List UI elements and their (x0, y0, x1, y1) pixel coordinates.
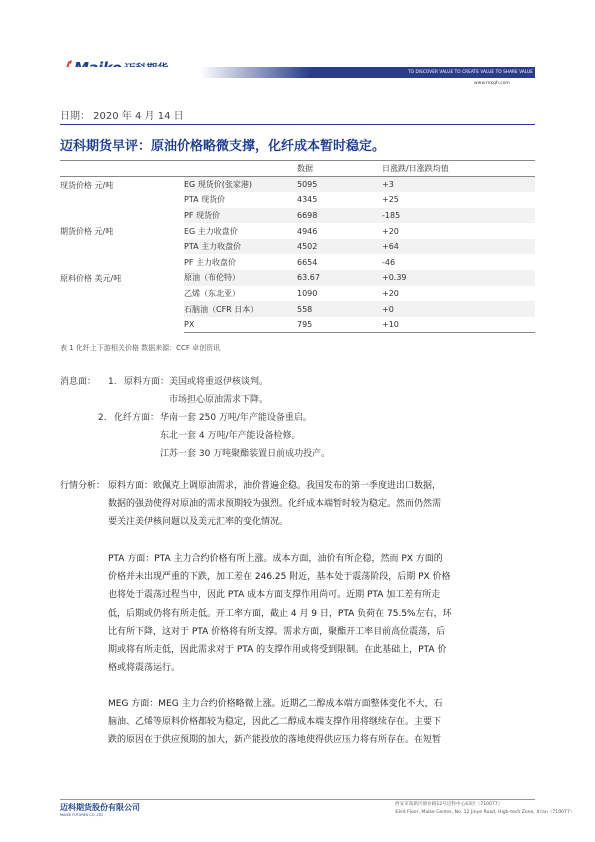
row-change: +25 (382, 195, 399, 205)
row-change: -185 (382, 208, 535, 224)
news-item-line: 华南一套 250 万吨/年产能设备重启。 (160, 413, 312, 423)
page-header (0, 0, 595, 100)
header-website: www.mkqh.com (474, 81, 510, 86)
row-name: PTA 现货价 (184, 195, 226, 205)
report-date: 日期： 2020 年 4 月 14 日 (60, 111, 184, 122)
row-value: 4946 (297, 226, 318, 236)
row-change: +0.39 (382, 270, 535, 286)
table-header-cell (184, 161, 297, 177)
paragraph-line: 要关注美伊核问题以及美元汇率的变化情况。 (108, 517, 289, 528)
analysis-label: 行情分析： (60, 481, 106, 491)
table-header-value: 数据 (297, 161, 382, 177)
table-row (60, 223, 535, 239)
row-name: PTA 主力收盘价 (184, 239, 297, 255)
news-item-line: 美国或将重返伊核谈判。 (169, 377, 269, 387)
row-value: 1090 (297, 288, 318, 298)
row-name: PF 主力收盘价 (184, 257, 236, 267)
row-name: EG 现货价(张家港) (184, 177, 297, 193)
table-row (60, 270, 535, 286)
row-value: 795 (297, 317, 382, 333)
footer-company (60, 802, 140, 817)
group-label: 原料价格 美元/吨 (60, 274, 122, 284)
footer-address (395, 801, 574, 817)
row-value: 63.67 (297, 270, 382, 286)
row-name: 石脑油（CFR 日本） (184, 301, 297, 317)
row-value: 5095 (297, 177, 382, 193)
row-name: EG 主力收盘价 (184, 226, 238, 236)
news-label: 消息面： (60, 377, 97, 387)
table-header-cell (60, 161, 184, 177)
row-change: +20 (382, 226, 399, 236)
footer-divider (60, 799, 535, 800)
row-change: +3 (382, 177, 535, 193)
row-name: PX (184, 317, 297, 333)
news-item-line: 市场担心原油需求下降。 (169, 395, 269, 405)
page-title: 迈科期货早评：原油价格略微支撑，化纤成本暂时稳定。 (60, 139, 386, 154)
header-slogan: TO DISCOVER VALUE TO CREATE VALUE TO SHARE VALUE (408, 69, 534, 74)
paragraph-line: 也将处于震荡过程当中，因此 PTA 成本方面支撑作用尚可。近期 PTA 加工差有所走 (108, 590, 441, 601)
analysis-paragraph-meg (108, 695, 535, 750)
row-value: 4502 (297, 239, 382, 255)
news-item-line: 江苏一套 30 万吨聚酯装置日前成功投产。 (160, 449, 331, 459)
row-name: PF 现货价 (184, 208, 297, 224)
paragraph-line: PTA 方面：PTA 主力合约价格有所上涨。成本方面，油价有所企稳，然而 PX 方面的 (108, 554, 443, 564)
analysis-paragraph-raw-material (108, 477, 535, 532)
paragraph-line: 低，后期或仍将有所走低。开工率方面，截止 4 月 9 日，PTA 负荷在 75.5%左右，环 (108, 608, 452, 619)
row-value: 4345 (297, 195, 318, 205)
paragraph-line: 格或将震荡运行。 (108, 663, 181, 674)
paragraph-line: 原料方面：欧佩克上调原油需求，油价普遍企稳。我国发布的第一季度进出口数据， (108, 481, 442, 491)
row-name: 乙烯（东北亚） (184, 288, 240, 298)
footer-company-en: MAIKE FUTURES CO.,LTD (60, 813, 103, 817)
table-row (60, 177, 535, 193)
paragraph-line: 价格并未出现严重的下跌，加工差在 246.25 附近，基本处于震荡阶段，后期 PX 价格 (108, 572, 451, 583)
paragraph-line: MEG 方面：MEG 主力合约价格略微上涨。近期乙二醇成本端方面整体变化不大，石 (108, 699, 443, 709)
paragraph-line: 期或将有所走低，因此需求对于 PTA 的支撑作用或将受到限制。在此基础上，PTA 价 (108, 645, 447, 656)
date-divider (60, 124, 535, 125)
table-header-change: 日涨跌/日涨跌均值 (382, 161, 535, 177)
row-value: 6654 (297, 257, 318, 267)
news-item-topic: 原料方面： (124, 377, 170, 387)
row-value: 558 (297, 301, 382, 317)
footer-company-cn: 迈科期货股份有限公司 (60, 803, 140, 812)
header-band-fade (200, 67, 310, 78)
footer-address-cn: 西安市高新区锦业路12号迈科中心43层（710077） (395, 802, 503, 807)
row-change: -46 (382, 257, 396, 267)
paragraph-line: 脑油、乙烯等原料价格都较为稳定，因此乙二醇成本端支撑作用将继续存在。主要下 (108, 717, 442, 728)
row-change: +64 (382, 239, 535, 255)
row-value: 6698 (297, 208, 382, 224)
news-item-topic: 化纤方面： (114, 413, 160, 423)
group-label: 期货价格 元/吨 (60, 227, 114, 237)
news-item-line: 东北一套 4 万吨/年产能设备检修。 (160, 431, 301, 441)
analysis-paragraph-pta (108, 550, 535, 677)
news-item-num: 1. (108, 377, 117, 387)
header-band-light (60, 67, 210, 78)
price-table (60, 160, 535, 333)
news-item-num: 2. (98, 413, 107, 423)
table-header-row (60, 161, 535, 177)
paragraph-line: 跌的原因在于供应预期的加大，新产能投放的落地使得供应压力将有所存在。在短暂 (108, 735, 442, 746)
table-caption: 表 1 化纤上下游相关价格 数据来源：CCF 卓创资讯 (60, 344, 221, 352)
footer-address-en: 43rd Floor, Maike Center, No. 12 Jinye Road, High-tech Zone, Xi'an（710077） (395, 810, 575, 815)
row-change: +20 (382, 288, 399, 298)
row-name: 原油（布伦特） (184, 270, 297, 286)
row-change: +10 (382, 317, 535, 333)
paragraph-line: 比有所下降，这对于 PTA 价格将有所支撑。需求方面，聚酯开工率目前高位震荡，后 (108, 626, 446, 637)
paragraph-line: 数据的强劲使得对原油的需求预期较为强烈。化纤成本端暂时较为稳定。然而仍然需 (108, 499, 442, 510)
group-label: 现货价格 元/吨 (60, 181, 114, 190)
row-change: +0 (382, 301, 535, 317)
